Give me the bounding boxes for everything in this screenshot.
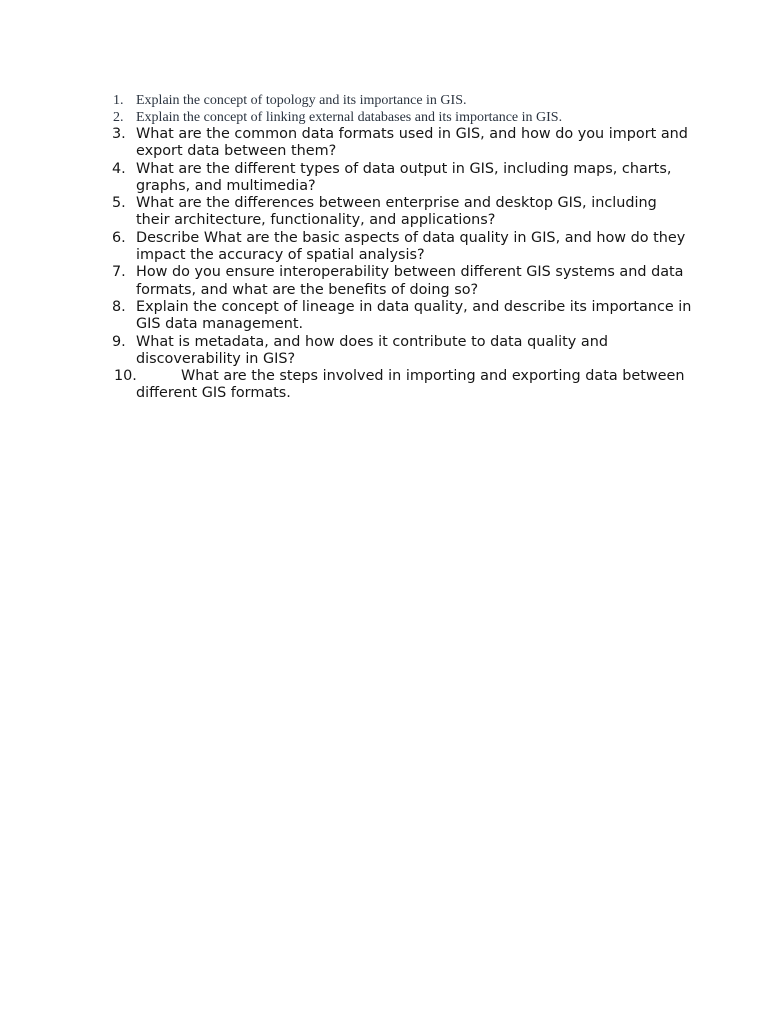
- question-number: 10.: [114, 368, 137, 385]
- question-text: Explain the concept of linking external databases and its importance in GIS.: [136, 110, 563, 125]
- question-number: 2.: [113, 110, 124, 125]
- question-item-5: [112, 195, 692, 230]
- question-item-7: [112, 264, 692, 299]
- question-item-4: [112, 161, 692, 196]
- question-item-2: [112, 109, 692, 126]
- question-number: 3.: [112, 126, 126, 142]
- question-text: What are the different types of data output in GIS, including maps, charts, graphs, and multimedia?: [136, 160, 672, 194]
- question-item-8: [112, 299, 692, 334]
- question-text: Describe What are the basic aspects of data quality in GIS, and how do they impact the accuracy of spatial analysis?: [136, 229, 686, 264]
- question-list: [112, 92, 692, 403]
- question-text: Explain the concept of lineage in data quality, and describe its importance in GIS data management.: [136, 298, 692, 333]
- question-item-1: [112, 92, 692, 109]
- question-number: 8.: [112, 298, 126, 315]
- question-number: 5.: [112, 195, 126, 212]
- question-text: What are the common data formats used in GIS, and how do you import and export data between them?: [136, 126, 688, 160]
- question-number: 9.: [112, 333, 126, 350]
- question-number: 6.: [112, 229, 126, 246]
- question-text: What are the differences between enterprise and desktop GIS, including their architecture, functionality, and applications?: [136, 195, 657, 229]
- question-text: How do you ensure interoperability between different GIS systems and data formats, and what are the benefits of doing so?: [136, 264, 684, 298]
- question-number: 1.: [113, 93, 124, 108]
- question-text: What is metadata, and how does it contribute to data quality and discoverability in GIS?: [136, 333, 608, 367]
- question-text: What are the steps involved in importing and exporting data between different GIS formats.: [136, 368, 685, 402]
- question-item-6: [112, 230, 692, 265]
- question-item-10: [112, 368, 692, 403]
- question-number: 4.: [112, 160, 126, 177]
- question-number: 7.: [112, 264, 126, 281]
- question-text: Explain the concept of topology and its importance in GIS.: [136, 93, 467, 108]
- question-item-3: [112, 126, 692, 161]
- question-item-9: [112, 334, 692, 369]
